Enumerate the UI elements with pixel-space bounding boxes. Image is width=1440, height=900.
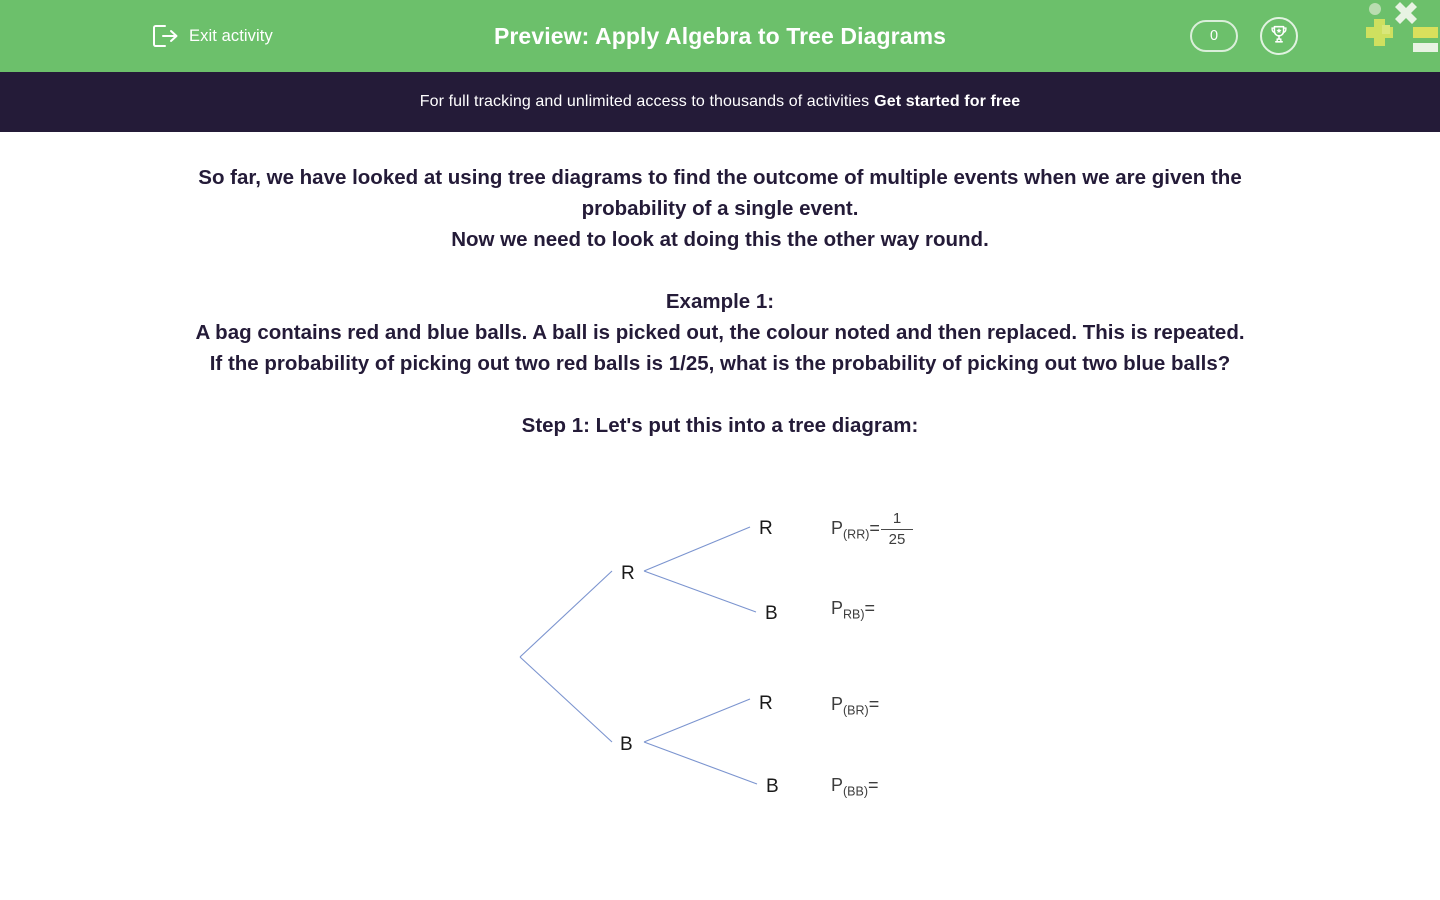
probability-rb-prefix: P	[831, 598, 844, 618]
promo-banner	[0, 72, 1440, 132]
tree-node-branch-b: B	[620, 734, 633, 755]
get-started-link[interactable]: Get started for free	[874, 93, 1021, 110]
probability-rb-equals: =	[864, 598, 876, 618]
probability-rr-subscript: (RR)	[843, 527, 870, 542]
example-paragraph-1: A bag contains red and blue balls. A ball is picked out, the colour noted and then replaced. This is repeated.	[195, 321, 1245, 344]
exit-arrow-icon	[152, 24, 178, 48]
step-title: Step 1: Let's put this into a tree diagram:	[521, 414, 919, 437]
score-value: 0	[1209, 28, 1219, 44]
probability-bb-subscript: (BB)	[843, 784, 869, 799]
fraction-denominator: 25	[888, 530, 906, 548]
tree-branches	[0, 459, 1440, 819]
exit-activity-label: Exit activity	[189, 26, 273, 45]
fraction-one-over-twentyfive	[886, 510, 908, 548]
probability-rr-equals: =	[869, 518, 880, 538]
fraction-numerator: 1	[892, 510, 902, 527]
probability-br-equals: =	[868, 694, 880, 714]
score-badge[interactable]	[1190, 20, 1238, 52]
probability-label-rb	[831, 599, 875, 621]
probability-br-subscript: (BR)	[843, 703, 869, 718]
trophy-icon	[1268, 23, 1290, 50]
probability-br-prefix: P	[831, 694, 844, 714]
intro-paragraph-2: Now we need to look at doing this the other way round.	[451, 228, 989, 251]
app-header	[0, 0, 1440, 72]
probability-bb-prefix: P	[831, 775, 844, 795]
tree-leaf-br: R	[759, 693, 773, 714]
probability-rb-subscript: RB)	[843, 607, 865, 622]
example-paragraph-2: If the probability of picking out two red balls is 1/25, what is the probability of picking out two blue balls?	[209, 352, 1231, 375]
tree-leaf-rr: R	[759, 518, 773, 539]
paragraph-spacer	[0, 255, 1440, 286]
lesson-content	[0, 132, 1440, 819]
fraction-bar	[881, 529, 913, 530]
tree-diagram	[0, 459, 1440, 819]
probability-rr-prefix: P	[831, 518, 844, 538]
decorative-shapes	[1360, 0, 1440, 60]
tree-leaf-rb: B	[765, 603, 778, 624]
intro-paragraph-1: So far, we have looked at using tree diagrams to find the outcome of multiple events when we are given the probability of a single event.	[198, 166, 1242, 220]
tree-leaf-bb: B	[766, 776, 779, 797]
exit-activity-button[interactable]	[152, 0, 273, 72]
probability-label-bb	[831, 776, 879, 798]
example-title: Example 1:	[665, 290, 775, 313]
trophy-button[interactable]	[1260, 17, 1298, 55]
header-actions	[1190, 0, 1298, 72]
probability-label-rr	[831, 519, 880, 541]
probability-label-br	[831, 695, 879, 717]
probability-bb-equals: =	[868, 775, 879, 795]
page-title: Preview: Apply Algebra to Tree Diagrams	[493, 22, 947, 49]
tree-node-branch-r: R	[621, 563, 635, 584]
promo-text: For full tracking and unlimited access to thousands of activities	[419, 93, 870, 110]
